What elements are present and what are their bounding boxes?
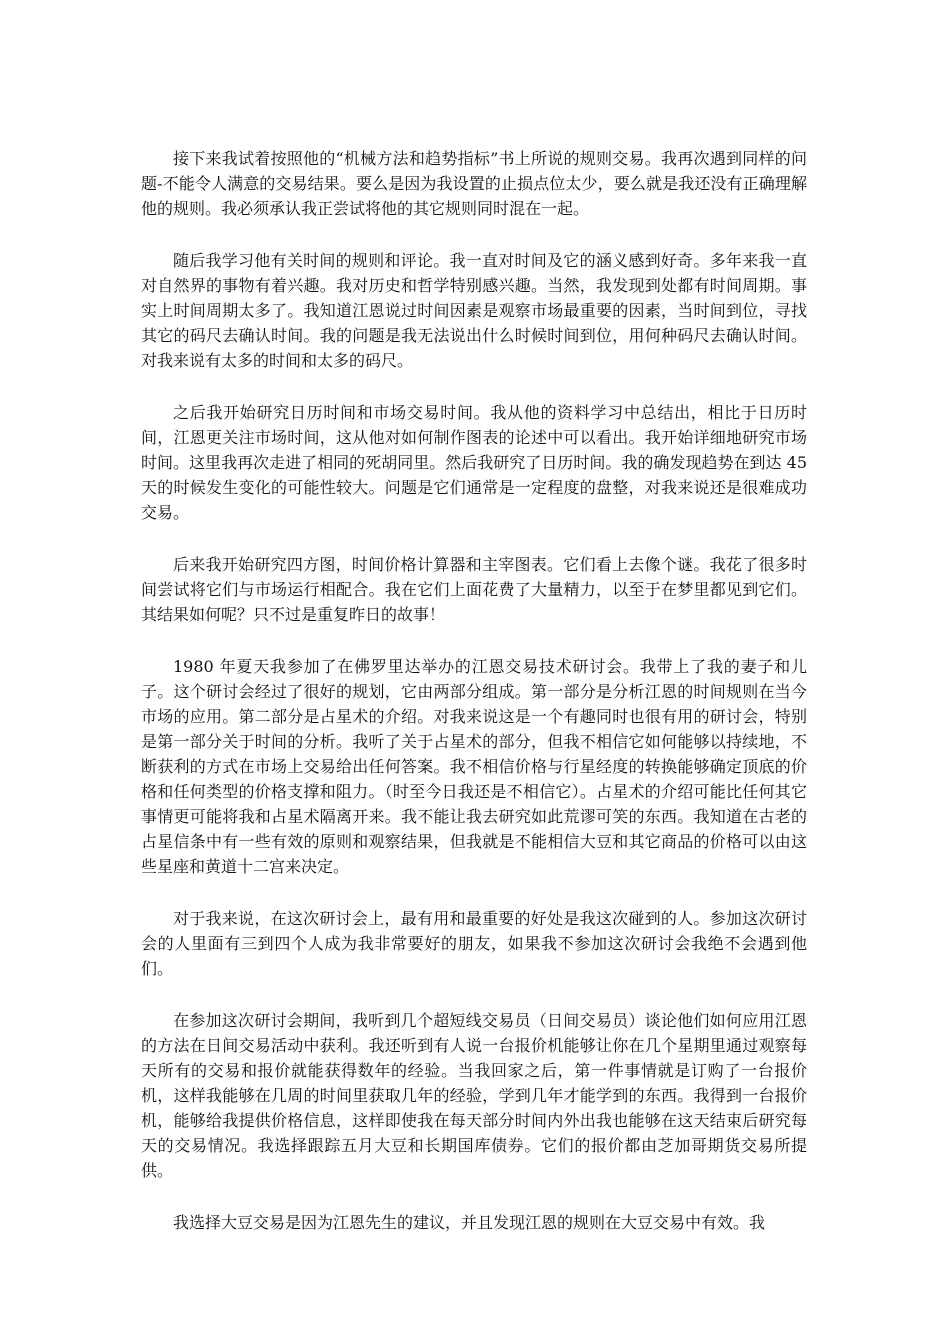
paragraph-time-rules: 随后我学习他有关时间的规则和评论。我一直对时间及它的涵义感到好奇。多年来我一直对自然界的事物有着兴趣。我对历史和哲学特别感兴趣。当然，我发现到处都有时间周期。事实上时间周期太多了。我知道江恩说过时间因素是观察市场最重要的因素，当时间到位，寻找其它的码尺去确认时间。我的问题是我无法说出什么时候时间到位，用何种码尺去确认时间。对我来说有太多的时间和太多的码尺。 xyxy=(141,251,807,370)
document-body xyxy=(141,146,807,1262)
paragraph-quote-machine: 在参加这次研讨会期间，我听到几个超短线交易员（日间交易员）谈论他们如何应用江恩的方法在日间交易活动中获利。我还听到有人说一台报价机能够让你在几个星期里通过观察每天所有的交易和报价就能获得数年的经验。当我回家之后，第一件事情就是订购了一台报价机，这样我能够在几周的时间里获取几年的经验，学到几年才能学到的东西。我得到一台报价机，能够给我提供价格信息，这样即使我在每天部分时间内外出我也能够在这天结束后研究每天的交易情况。我选择跟踪五月大豆和长期国库债券。它们的报价都由芝加哥期货交易所提供。 xyxy=(141,1011,807,1180)
paragraph-mechanical-method: 接下来我试着按照他的“机械方法和趋势指标”书上所说的规则交易。我再次遇到同样的问题-不能令人满意的交易结果。要么是因为我设置的止损点位太少，要么就是我还没有正确理解他的规则。我必须承认我正尝试将他的其它规则同时混在一起。 xyxy=(141,149,807,218)
paragraph-1980-seminar: 1980 年夏天我参加了在佛罗里达举办的江恩交易技术研讨会。我带上了我的妻子和儿子。这个研讨会经过了很好的规划，它由两部分组成。第一部分是分析江恩的时间规则在当今市场的应用。第二部分是占星术的介绍。对我来说这是一个有趣同时也很有用的研讨会，特别是第一部分关于时间的分析。我听了关于占星术的部分，但我不相信它如何能够以持续地，不断获利的方式在市场上交易给出任何答案。我不相信价格与行星经度的转换能够确定顶底的价格和任何类型的价格支撑和阻力。（时至今日我还是不相信它）。占星术的介绍可能比任何其它事情更可能将我和占星术隔离开来。我不能让我去研究如此荒谬可笑的东西。我知道在古老的占星信条中有一些有效的原则和观察结果，但我就是不能相信大豆和其它商品的价格可以由这些星座和黄道十二宫来决定。 xyxy=(141,657,807,876)
paragraph-calendar-time: 之后我开始研究日历时间和市场交易时间。我从他的资料学习中总结出，相比于日历时间，江恩更关注市场时间，这从他对如何制作图表的论述中可以看出。我开始详细地研究市场时间。这里我再次走进了相同的死胡同里。然后我研究了日历时间。我的确发现趋势在到达 45 天的时候发生变化的可能性较大。问题是它们通常是一定程度的盘整，对我来说还是很难成功交易。 xyxy=(141,403,807,522)
paragraph-soybean-trading: 我选择大豆交易是因为江恩先生的建议，并且发现江恩的规则在大豆交易中有效。我 xyxy=(173,1213,766,1232)
paragraph-people-met: 对于我来说，在这次研讨会上，最有用和最重要的好处是我这次碰到的人。参加这次研讨会的人里面有三到四个人成为我非常要好的朋友，如果我不参加这次研讨会我绝不会遇到他们。 xyxy=(141,909,807,978)
paragraph-square-charts: 后来我开始研究四方图，时间价格计算器和主宰图表。它们看上去像个谜。我花了很多时间尝试将它们与市场运行相配合。我在它们上面花费了大量精力，以至于在梦里都见到它们。其结果如何呢？只不过是重复昨日的故事！ xyxy=(141,555,807,624)
